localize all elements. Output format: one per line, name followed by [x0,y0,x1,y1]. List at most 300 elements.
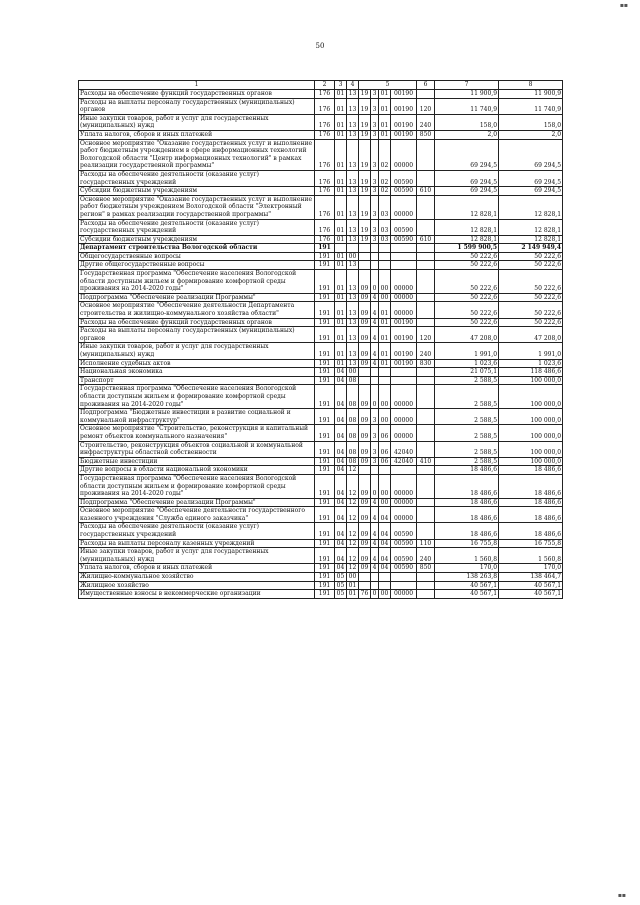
row-expense-type: 830 [417,359,435,368]
row-expense-type: 120 [417,327,435,343]
row-subprogram: 3 [371,187,379,196]
row-program: 09 [359,343,371,359]
row-name: Основное мероприятие "Обеспечение деятельности государственного казенного учреждения "Служба единого заказчика" [79,507,315,523]
row-expense-type [417,523,435,539]
row-event: 01 [379,359,391,368]
row-amount-1: 1 991,0 [435,343,499,359]
row-section: 04 [335,385,347,409]
row-subsection: 13 [347,195,359,219]
row-section: 04 [335,425,347,441]
row-direction: 00000 [391,498,417,507]
row-amount-1: 18 486,6 [435,474,499,498]
row-subsection: 00 [347,252,359,261]
row-expense-type [417,252,435,261]
row-name: Расходы на обеспечение функций государственных органов [79,318,315,327]
row-subsection: 13 [347,359,359,368]
row-event: 02 [379,139,391,170]
row-subprogram [371,244,379,253]
row-amount-2: 69 294,5 [499,187,563,196]
row-subprogram: 4 [371,343,379,359]
row-program: 09 [359,457,371,466]
row-subsection: 13 [347,139,359,170]
row-name: Общегосударственные вопросы [79,252,315,261]
row-subprogram: 3 [371,130,379,139]
row-amount-2: 18 486,6 [499,523,563,539]
row-expense-type [417,261,435,270]
row-program: 09 [359,318,371,327]
row-event: 06 [379,441,391,457]
row-name: Транспорт [79,376,315,385]
row-direction: 00190 [391,318,417,327]
row-subprogram: 3 [371,235,379,244]
table-row [79,139,563,170]
row-program [359,466,371,475]
row-amount-2: 50 222,6 [499,252,563,261]
row-subprogram: 4 [371,302,379,318]
row-amount-1: 16 755,8 [435,539,499,548]
row-direction: 00190 [391,90,417,99]
row-direction: 00000 [391,195,417,219]
row-expense-type [417,474,435,498]
row-program: 09 [359,539,371,548]
row-gov-code: 191 [315,368,335,377]
row-amount-1: 138 263,8 [435,573,499,582]
row-amount-1: 18 486,6 [435,466,499,475]
row-program: 19 [359,130,371,139]
row-expense-type [417,244,435,253]
row-gov-code: 191 [315,244,335,253]
row-amount-1: 21 075,1 [435,368,499,377]
row-direction: 00000 [391,474,417,498]
row-section: 05 [335,590,347,599]
row-subsection: 13 [347,90,359,99]
row-subprogram [371,261,379,270]
row-amount-2: 100 000,0 [499,385,563,409]
row-amount-1: 40 567,1 [435,581,499,590]
row-subsection: 13 [347,270,359,294]
row-gov-code: 191 [315,474,335,498]
row-name: Уплата налогов, сборов и иных платежей [79,130,315,139]
row-direction: 00000 [391,270,417,294]
row-direction: 00000 [391,139,417,170]
row-event [379,376,391,385]
row-name: Жилищно-коммунальное хозяйство [79,573,315,582]
row-event: 00 [379,498,391,507]
table-row [79,564,563,573]
table-row [79,474,563,498]
row-subsection: 13 [347,327,359,343]
row-section: 01 [335,187,347,196]
row-amount-2: 118 486,6 [499,368,563,377]
row-event [379,466,391,475]
scan-mark: ▪▪ [619,2,628,9]
table-row [79,187,563,196]
row-amount-2: 100 000,0 [499,409,563,425]
row-direction: 42040 [391,441,417,457]
row-program: 09 [359,564,371,573]
row-amount-1: 2 588,5 [435,409,499,425]
row-gov-code: 191 [315,548,335,564]
row-subsection: 13 [347,318,359,327]
row-event: 06 [379,457,391,466]
row-subsection: 08 [347,425,359,441]
row-gov-code: 176 [315,235,335,244]
row-direction: 00000 [391,293,417,302]
table-header-row [79,81,563,90]
row-gov-code: 176 [315,90,335,99]
row-program [359,573,371,582]
row-name: Имущественные взносы в некоммерческие организации [79,590,315,599]
row-section: 01 [335,261,347,270]
row-subprogram [371,376,379,385]
row-gov-code: 191 [315,425,335,441]
row-event: 03 [379,219,391,235]
row-subsection: 13 [347,114,359,130]
column-header: 3 [335,81,347,90]
row-section: 01 [335,343,347,359]
row-section: 01 [335,270,347,294]
row-amount-1: 158,0 [435,114,499,130]
row-amount-2: 18 486,6 [499,498,563,507]
row-subsection: 13 [347,302,359,318]
row-program: 76 [359,590,371,599]
row-section: 04 [335,498,347,507]
row-event: 01 [379,130,391,139]
table-row [79,441,563,457]
row-direction: 00000 [391,409,417,425]
row-name: Основное мероприятие "Оказание государственных услуг и выполнение работ бюджетным учреждением в сфере информационных технологий Вологодской области "Центр информационных технологий" в рамках реализации государственной программы" [79,139,315,170]
row-program: 09 [359,498,371,507]
row-expense-type [417,425,435,441]
row-amount-2: 12 828,1 [499,219,563,235]
row-amount-2: 50 222,6 [499,270,563,294]
row-section [335,244,347,253]
row-section: 01 [335,302,347,318]
row-subprogram: 4 [371,359,379,368]
budget-table [78,80,563,599]
table-row [79,409,563,425]
row-section: 01 [335,114,347,130]
row-amount-1: 50 222,6 [435,293,499,302]
row-amount-1: 2 588,5 [435,425,499,441]
row-subsection: 08 [347,409,359,425]
row-program: 19 [359,98,371,114]
row-direction [391,376,417,385]
row-amount-1: 69 294,5 [435,139,499,170]
row-amount-1: 1 599 900,5 [435,244,499,253]
row-gov-code: 176 [315,219,335,235]
row-amount-1: 1 023,6 [435,359,499,368]
column-header: 7 [435,81,499,90]
row-amount-2: 47 208,0 [499,327,563,343]
table-row [79,376,563,385]
row-subprogram: 4 [371,539,379,548]
row-section: 01 [335,130,347,139]
row-event: 00 [379,590,391,599]
row-program: 09 [359,327,371,343]
row-direction [391,573,417,582]
row-name: Основное мероприятие "Оказание государственных услуг и выполнение работ бюджетным учреждением Вологодской области "Электронный регион" в рамках реализации государственной программы" [79,195,315,219]
row-program: 09 [359,474,371,498]
row-gov-code: 191 [315,498,335,507]
row-subsection: 08 [347,457,359,466]
row-amount-2: 50 222,6 [499,302,563,318]
row-subsection: 13 [347,130,359,139]
row-program: 09 [359,523,371,539]
row-section: 01 [335,90,347,99]
column-header: 6 [417,81,435,90]
row-amount-2: 100 000,0 [499,441,563,457]
row-amount-2: 2 149 949,4 [499,244,563,253]
row-program: 09 [359,425,371,441]
row-direction: 42040 [391,457,417,466]
row-event: 01 [379,318,391,327]
table-row [79,343,563,359]
row-amount-2: 16 755,8 [499,539,563,548]
row-name: Расходы на обеспечение функций государственных органов [79,90,315,99]
table-row [79,359,563,368]
row-name: Подпрограмма "Обеспечение реализации Программы" [79,498,315,507]
row-subsection: 13 [347,98,359,114]
row-gov-code: 191 [315,457,335,466]
row-amount-1: 50 222,6 [435,261,499,270]
row-gov-code: 176 [315,114,335,130]
row-program: 19 [359,114,371,130]
row-event: 04 [379,523,391,539]
row-subprogram [371,252,379,261]
row-direction: 00000 [391,590,417,599]
row-gov-code: 191 [315,573,335,582]
row-subsection: 00 [347,573,359,582]
row-expense-type: 410 [417,457,435,466]
row-program: 09 [359,507,371,523]
row-amount-2: 100 000,0 [499,457,563,466]
row-gov-code: 176 [315,139,335,170]
row-subprogram: 0 [371,590,379,599]
row-expense-type [417,90,435,99]
row-expense-type [417,498,435,507]
row-event [379,244,391,253]
row-subprogram: 4 [371,507,379,523]
row-subprogram: 3 [371,98,379,114]
row-name: Основное мероприятие "Обеспечение деятельности Департамента строительства и жилищно-коммунального хозяйства области" [79,302,315,318]
row-amount-1: 18 486,6 [435,507,499,523]
row-subprogram [371,573,379,582]
row-gov-code: 191 [315,385,335,409]
table-row [79,498,563,507]
row-gov-code: 191 [315,293,335,302]
row-program: 09 [359,359,371,368]
row-direction: 00000 [391,302,417,318]
row-subsection: 13 [347,343,359,359]
row-program: 09 [359,441,371,457]
row-direction: 00000 [391,385,417,409]
row-subprogram: 3 [371,441,379,457]
row-subprogram: 3 [371,425,379,441]
row-name: Подпрограмма "Обеспечение реализации Программы" [79,293,315,302]
table-row [79,327,563,343]
row-gov-code: 176 [315,170,335,186]
table-row [79,318,563,327]
row-subprogram: 3 [371,219,379,235]
row-section: 01 [335,359,347,368]
row-amount-1: 12 828,1 [435,195,499,219]
row-expense-type: 110 [417,539,435,548]
row-event: 02 [379,187,391,196]
row-subprogram: 3 [371,195,379,219]
row-event: 00 [379,409,391,425]
row-program: 19 [359,195,371,219]
row-event: 06 [379,425,391,441]
row-section: 01 [335,170,347,186]
row-amount-1: 170,0 [435,564,499,573]
row-name: Расходы на выплаты персоналу казенных учреждений [79,539,315,548]
column-header: 2 [315,81,335,90]
row-amount-1: 11 900,9 [435,90,499,99]
row-amount-1: 40 567,1 [435,590,499,599]
row-amount-2: 50 222,6 [499,293,563,302]
row-direction: 00590 [391,219,417,235]
table-row [79,457,563,466]
row-amount-2: 12 828,1 [499,195,563,219]
row-amount-2: 100 000,0 [499,376,563,385]
row-subprogram [371,466,379,475]
table-row [79,466,563,475]
row-amount-2: 1 991,0 [499,343,563,359]
row-amount-1: 69 294,5 [435,187,499,196]
row-direction: 00590 [391,548,417,564]
column-header: 1 [79,81,315,90]
row-name: Уплата налогов, сборов и иных платежей [79,564,315,573]
row-event: 01 [379,114,391,130]
row-name: Бюджетные инвестиции [79,457,315,466]
row-program [359,261,371,270]
row-event: 02 [379,170,391,186]
row-gov-code: 191 [315,409,335,425]
row-section: 04 [335,466,347,475]
row-name: Исполнение судебных актов [79,359,315,368]
row-section: 01 [335,252,347,261]
table-row [79,270,563,294]
row-name: Национальная экономика [79,368,315,377]
row-program [359,581,371,590]
row-direction: 00190 [391,359,417,368]
row-amount-2: 50 222,6 [499,318,563,327]
table-row [79,219,563,235]
row-expense-type [417,270,435,294]
row-name: Государственная программа "Обеспечение населения Вологодской области доступным жильем и формирование комфортной среды проживания на 2014-2020 годы" [79,385,315,409]
row-amount-1: 12 828,1 [435,235,499,244]
row-amount-1: 47 208,0 [435,327,499,343]
row-gov-code: 176 [315,130,335,139]
row-gov-code: 191 [315,539,335,548]
row-section: 04 [335,441,347,457]
row-section: 01 [335,318,347,327]
row-name: Субсидии бюджетным учреждениям [79,187,315,196]
table-row [79,195,563,219]
row-amount-2: 18 486,6 [499,474,563,498]
row-section: 01 [335,327,347,343]
row-direction [391,466,417,475]
row-event: 01 [379,90,391,99]
row-amount-2: 18 486,6 [499,507,563,523]
row-amount-1: 2 588,5 [435,385,499,409]
row-amount-1: 2,0 [435,130,499,139]
row-expense-type [417,441,435,457]
row-subprogram [371,368,379,377]
row-name: Расходы на обеспечение деятельности (оказание услуг) государственных учреждений [79,170,315,186]
row-amount-1: 50 222,6 [435,318,499,327]
row-program: 19 [359,219,371,235]
row-subprogram: 3 [371,139,379,170]
row-name: Расходы на обеспечение деятельности (оказание услуг) государственных учреждений [79,219,315,235]
row-name: Иные закупки товаров, работ и услуг для государственных (муниципальных) нужд [79,343,315,359]
row-subprogram: 3 [371,170,379,186]
table-row [79,90,563,99]
row-subsection: 13 [347,235,359,244]
table-row [79,581,563,590]
row-amount-1: 18 486,6 [435,523,499,539]
row-amount-2: 11 740,9 [499,98,563,114]
table-row [79,548,563,564]
row-name: Другие вопросы в области национальной экономики [79,466,315,475]
row-amount-2: 100 000,0 [499,425,563,441]
row-expense-type [417,195,435,219]
row-amount-1: 1 560,8 [435,548,499,564]
row-expense-type: 850 [417,564,435,573]
row-amount-1: 11 740,9 [435,98,499,114]
row-event: 01 [379,302,391,318]
row-event: 01 [379,98,391,114]
row-amount-2: 69 294,5 [499,170,563,186]
row-expense-type [417,581,435,590]
table-row [79,539,563,548]
row-subprogram: 4 [371,498,379,507]
row-subsection: 13 [347,170,359,186]
budget-table-body [79,81,563,599]
row-amount-1: 18 486,6 [435,498,499,507]
row-program [359,376,371,385]
row-event: 01 [379,327,391,343]
row-section: 05 [335,573,347,582]
row-name: Основное мероприятие "Строительство, реконструкция и капитальный ремонт объектов коммунального назначения" [79,425,315,441]
row-name: Иные закупки товаров, работ и услуг для государственных (муниципальных) нужд [79,548,315,564]
row-event: 03 [379,235,391,244]
row-subsection: 12 [347,474,359,498]
row-program: 09 [359,293,371,302]
row-section: 04 [335,548,347,564]
row-name: Государственная программа "Обеспечение населения Вологодской области доступным жильем и формирование комфортной среды проживания на 2014-2020 годы" [79,270,315,294]
row-section: 04 [335,539,347,548]
table-row [79,425,563,441]
row-name: Строительство, реконструкция объектов социальной и коммунальной инфраструктуры областной собственности [79,441,315,457]
scan-mark: ▪▪ [617,892,626,899]
row-subprogram: 0 [371,270,379,294]
row-subsection: 08 [347,376,359,385]
row-event [379,573,391,582]
row-program: 19 [359,187,371,196]
row-subprogram: 4 [371,564,379,573]
row-section: 04 [335,409,347,425]
table-row [79,170,563,186]
budget-table-container [78,80,562,599]
row-program: 09 [359,270,371,294]
row-event: 00 [379,385,391,409]
row-amount-2: 158,0 [499,114,563,130]
row-section: 04 [335,564,347,573]
row-expense-type [417,466,435,475]
row-gov-code: 176 [315,195,335,219]
